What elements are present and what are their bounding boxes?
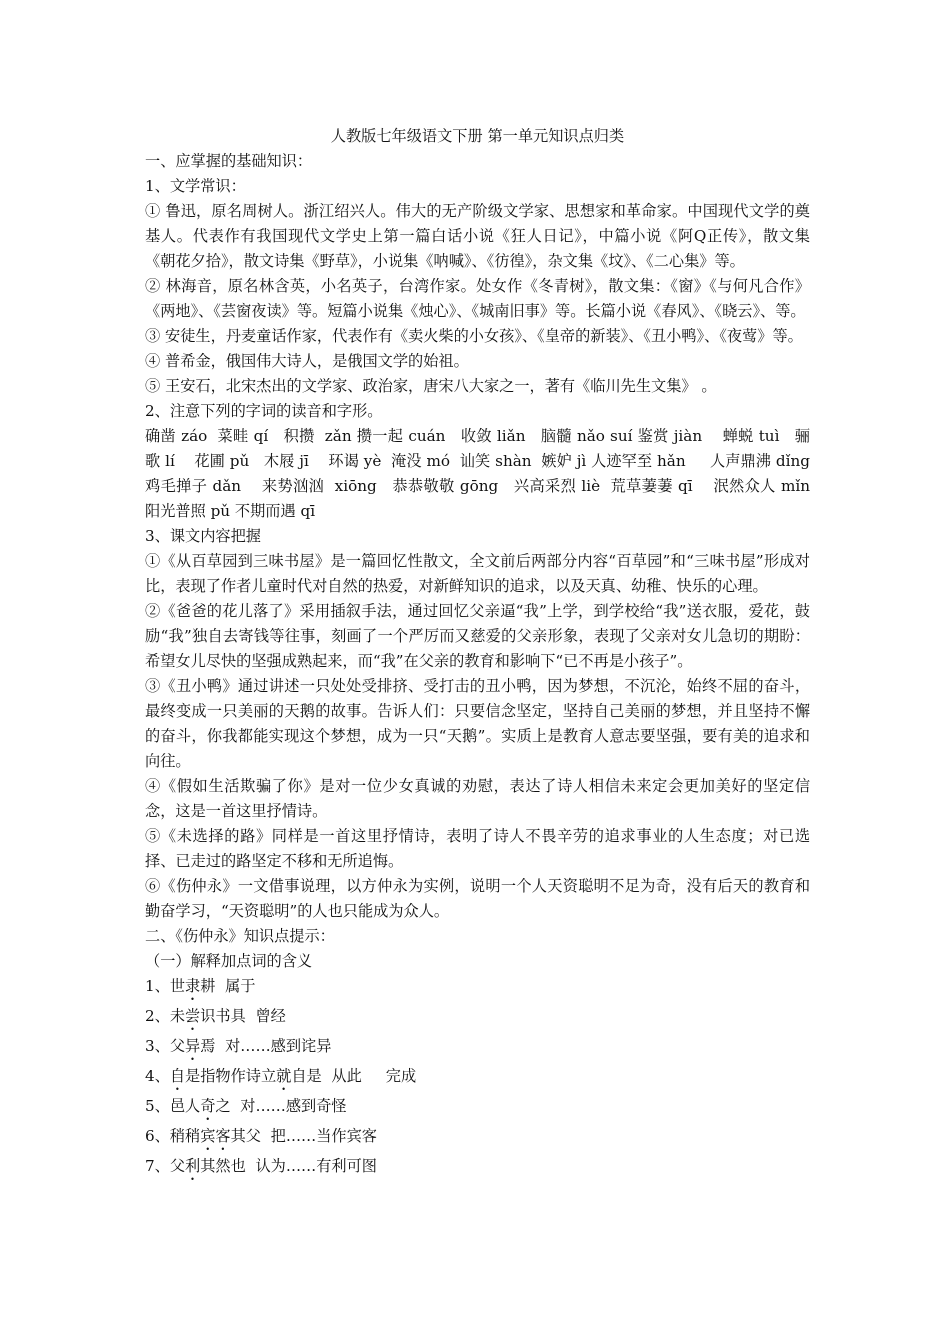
vocab-meaning: 从此 bbox=[331, 1067, 362, 1085]
section-2-heading: 二、《伤仲永》知识点提示： bbox=[145, 927, 335, 945]
words-heading: 2、注意下列的字词的读音和字形。 bbox=[145, 402, 383, 420]
section-1-heading: 一、应掌握的基础知识： bbox=[145, 152, 313, 170]
literature-item: ① 鲁迅，原名周树人。浙江绍兴人。伟大的无产阶级文学家、思想家和革命家。中国现代文学的奠基人。代表作有我国现代文学史上第一篇白话小说《狂人日记》，中篇小说《阿Q正传》，散文集《朝花夕拾》，散文诗集《野草》，小说集《呐喊》、《彷徨》，杂文集《坟》、《二心集》等。 bbox=[145, 202, 810, 270]
vocab-meaning: 属于 bbox=[225, 977, 256, 995]
vocab-item: 2、未尝识书具 曾经 bbox=[145, 1007, 286, 1025]
content-item: ②《爸爸的花儿落了》采用插叙手法，通过回忆父亲逼“我”上学，到学校给“我”送衣服，爱花，鼓励“我”独自去寄钱等往事，刻画了一个严厉而又慈爱的父亲形象，表现了父亲对女儿急切的期盼：希望女儿尽快的坚强成熟起来，而“我”在父亲的教育和影响下“已不再是小孩子”。 bbox=[145, 602, 810, 670]
content-heading: 3、课文内容把握 bbox=[145, 527, 261, 545]
document-page bbox=[145, 124, 830, 1184]
literature-item: ③ 安徒生，丹麦童话作家，代表作有《卖火柴的小女孩》、《皇帝的新装》、《丑小鸭》、《夜莺》等。 bbox=[145, 327, 803, 345]
literature-item: ⑤ 王安石，北宋杰出的文学家、政治家，唐宋八大家之一，著有《临川先生文集》 。 bbox=[145, 377, 717, 395]
vocab-item: 5、邑人奇之 对……感到奇怪 bbox=[145, 1097, 347, 1115]
content-item: ③《丑小鸭》通过讲述一只处处受排挤、受打击的丑小鸭，因为梦想，不沉沦，始终不屈的奋斗，最终变成一只美丽的天鹅的故事。告诉人们：只要信念坚定，坚持自己美丽的梦想，并且坚持不懈的奋斗，你我都能实现这个梦想，成为一只“天鹅”。实质上是教育人意志要坚强，要有美的追求和向往。 bbox=[145, 677, 810, 770]
vocab-meaning: 曾经 bbox=[255, 1007, 286, 1025]
words-pronunciation-list: 确凿 záo 菜畦 qí 积攒 zǎn 攒一起 cuán 收敛 liǎn 脑髓 nǎo suí 鉴赏 jiàn 蝉蜕 tuì 骊歌 lí 花圃 pǔ 木屐 jī 环谒 yè 淹没 mó 讪笑 shàn 嫉妒 jì 人迹罕至 hǎn 人声鼎沸 dǐng 鸡毛掸子 dǎn 来势汹汹 xiōng 恭恭敬敬 gōng 兴高采烈 liè 荒草萋萋 qī 泯然众人 mǐn 阳光普照 pǔ 不期而遇 qī bbox=[145, 427, 830, 520]
content-item: ⑤《未选择的路》同样是一首这里抒情诗，表明了诗人不畏辛劳的追求事业的人生态度；对已选择、已走过的路坚定不移和无所追悔。 bbox=[145, 827, 810, 870]
literature-item: ② 林海音，原名林含英，小名英子，台湾作家。处女作《冬青树》，散文集：《窗》《与何凡合作》《两地》、《芸窗夜读》等。短篇小说集《烛心》、《城南旧事》等。长篇小说《春风》、《晓云》、等。 bbox=[145, 277, 810, 320]
section-2-subheading: （一）解释加点词的含义 bbox=[145, 952, 313, 970]
vocab-item: 3、父异焉 对……感到诧异 bbox=[145, 1037, 332, 1055]
literature-item: ④ 普希金，俄国伟大诗人，是俄国文学的始祖。 bbox=[145, 352, 469, 370]
content-item: ⑥《伤仲永》一文借事说理，以方仲永为实例，说明一个人天资聪明不足为奇，没有后天的教育和勤奋学习，“天资聪明”的人也只能成为众人。 bbox=[145, 877, 810, 920]
document-title: 人教版七年级语文下册 第一单元知识点归类 bbox=[330, 127, 625, 145]
vocab-item: 7、父利其然也 认为……有利可图 bbox=[145, 1157, 377, 1175]
vocab-meaning: 把……当作宾客 bbox=[270, 1127, 377, 1145]
literature-heading: 1、文学常识： bbox=[145, 177, 246, 195]
vocab-item: 4、自是指物作诗立就自是 从此 完成 bbox=[145, 1067, 417, 1085]
vocab-item: 6、稍稍宾客其父 把……当作宾客 bbox=[145, 1127, 377, 1145]
vocab-meaning: 对……感到诧异 bbox=[225, 1037, 332, 1055]
vocab-meaning: 认为……有利可图 bbox=[255, 1157, 377, 1175]
vocab-meaning: 对……感到奇怪 bbox=[240, 1097, 347, 1115]
vocab-item: 1、世隶耕 属于 bbox=[145, 977, 256, 995]
content-item: ④《假如生活欺骗了你》是对一位少女真诚的劝慰，表达了诗人相信未来定会更加美好的坚定信念，这是一首这里抒情诗。 bbox=[145, 777, 810, 820]
content-item: ①《从百草园到三味书屋》是一篇回忆性散文，全文前后两部分内容“百草园”和“三味书屋”形成对比，表现了作者儿童时代对自然的热爱，对新鲜知识的追求，以及天真、幼稚、快乐的心理。 bbox=[145, 552, 810, 595]
vocab-meaning: 完成 bbox=[385, 1067, 417, 1085]
